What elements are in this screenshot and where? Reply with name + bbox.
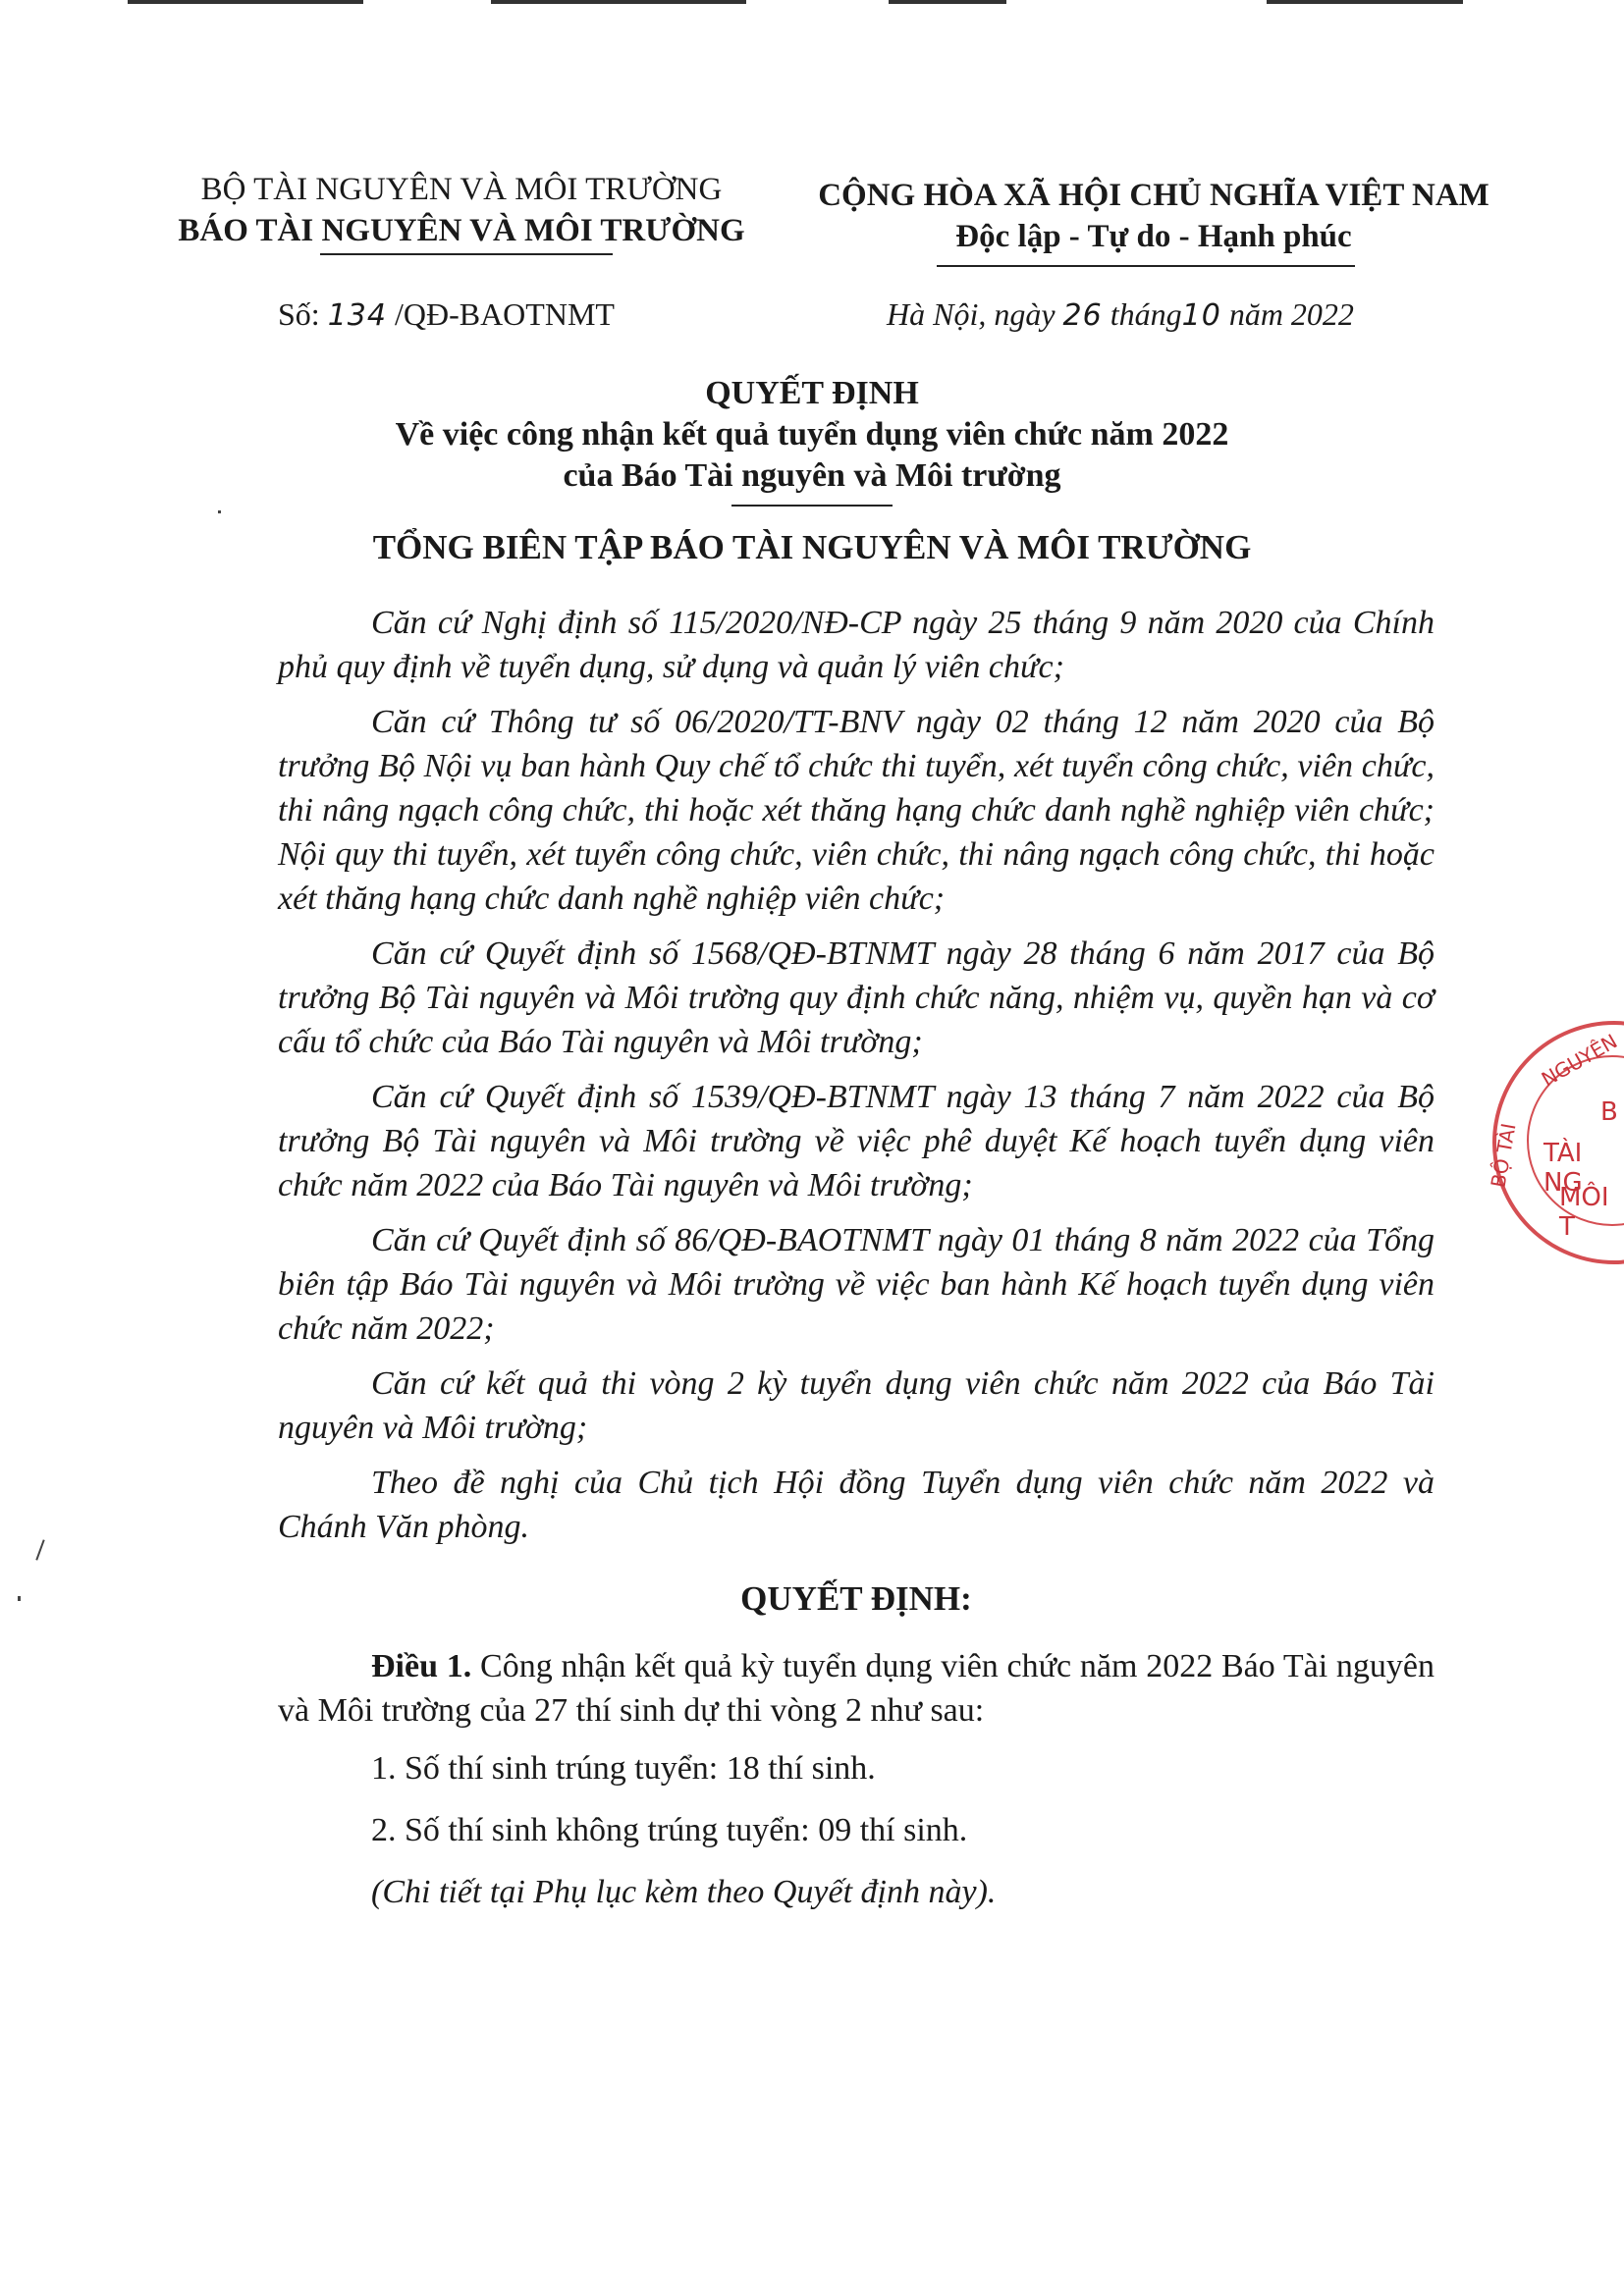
seal-text-inner-1: B: [1600, 1097, 1618, 1127]
agency-name: BÁO TÀI NGUYÊN VÀ MÔI TRƯỜNG: [178, 213, 745, 248]
issuer-underline: [320, 253, 613, 255]
legal-basis-2: Căn cứ Thông tư số 06/2020/TT-BNV ngày 02 tháng 12 năm 2020 của Bộ trưởng Bộ Nội vụ ban hành Quy chế tổ chức thi tuyển, xét tuyển công chức, viên chức, thi nâng ngạch công chức, thi hoặc xét thăng hạng chức danh nghề nghiệp viên chức; Nội quy thi tuyển, xét tuyển công chức, viên chức, thi nâng ngạch công chức, thi hoặc xét thăng hạng chức danh nghề nghiệp viên chức;: [278, 704, 1435, 917]
article-1-item-2: 2. Số thí sinh không trúng tuyển: 09 thí sinh.: [371, 1812, 968, 1848]
seal-text-inner-3: MÔI T: [1559, 1183, 1609, 1242]
number-suffix: /QĐ-BAOTNMT: [394, 296, 615, 332]
number-prefix: Số:: [278, 296, 320, 332]
motto-underline: [937, 265, 1355, 267]
title-subject-2: của Báo Tài nguyên và Môi trường: [563, 457, 1061, 494]
seal-text-inner-2: TÀI NG: [1543, 1139, 1583, 1198]
legal-basis-6: Căn cứ kết quả thi vòng 2 kỳ tuyển dụng viên chức năm 2022 của Báo Tài nguyên và Môi trường;: [278, 1365, 1435, 1446]
article-1-text: Công nhận kết quả kỳ tuyển dụng viên chức năm 2022 Báo Tài nguyên và Môi trường của 27 thí sinh dự thi vòng 2 như sau:: [278, 1648, 1435, 1729]
article-1-label: Điều 1.: [371, 1648, 472, 1684]
scan-edge-marks: [0, 0, 1624, 6]
article-1-note: (Chi tiết tại Phụ lục kèm theo Quyết định này).: [371, 1874, 997, 1910]
legal-basis-5: Căn cứ Quyết định số 86/QĐ-BAOTNMT ngày 01 tháng 8 năm 2022 của Tổng biên tập Báo Tài nguyên và Môi trường về việc ban hành Kế hoạch tuyển dụng viên chức năm 2022;: [278, 1222, 1435, 1347]
issue-date: [887, 296, 1354, 333]
scan-speck: [18, 1596, 21, 1601]
national-motto: Độc lập - Tự do - Hạnh phúc: [955, 219, 1352, 254]
article-1: [278, 1644, 1435, 1733]
date-year: năm 2022: [1228, 296, 1354, 332]
title-subject-1: Về việc công nhận kết quả tuyển dụng viên chức năm 2022: [395, 416, 1229, 453]
handwritten-number: 134: [327, 298, 387, 333]
scan-speck: [35, 1539, 44, 1560]
ministry-name: BỘ TÀI NGUYÊN VÀ MÔI TRƯỜNG: [200, 172, 723, 207]
legal-basis-1: Căn cứ Nghị định số 115/2020/NĐ-CP ngày 25 tháng 9 năm 2020 của Chính phủ quy định về tuyển dụng, sử dụng và quản lý viên chức;: [278, 605, 1435, 685]
document-title: [0, 373, 1624, 497]
decision-heading: QUYẾT ĐỊNH:: [740, 1579, 972, 1618]
legal-basis-4: Căn cứ Quyết định số 1539/QĐ-BTNMT ngày 13 tháng 7 năm 2022 của Bộ trưởng Bộ Tài nguyên và Môi trường về việc phê duyệt Kế hoạch tuyển dụng viên chức năm 2022 của Báo Tài nguyên và Môi trường;: [278, 1079, 1435, 1203]
article-1-item-1: 1. Số thí sinh trúng tuyển: 18 thí sinh.: [371, 1750, 876, 1787]
handwritten-month: 10: [1181, 298, 1221, 333]
title-underline: [731, 505, 893, 507]
date-place: Hà Nội, ngày: [887, 296, 1056, 332]
legal-basis-7: Theo đề nghị của Chủ tịch Hội đồng Tuyển dụng viên chức năm 2022 và Chánh Văn phòng.: [278, 1465, 1435, 1545]
handwritten-day: 26: [1062, 298, 1103, 333]
issuer-block: [157, 169, 766, 251]
national-block: [795, 175, 1512, 257]
seal-text-top: NGUYÊN: [1537, 1029, 1622, 1092]
document-body: [278, 601, 1435, 1914]
scan-speck: [218, 510, 221, 513]
document-number: [278, 296, 615, 333]
title-heading: QUYẾT ĐỊNH: [705, 375, 919, 411]
republic-name: CỘNG HÒA XÃ HỘI CHỦ NGHĨA VIỆT NAM: [818, 178, 1489, 213]
date-month-word: tháng: [1110, 296, 1182, 332]
legal-basis-3: Căn cứ Quyết định số 1568/QĐ-BTNMT ngày 28 tháng 6 năm 2017 của Bộ trưởng Bộ Tài nguyên và Môi trường quy định chức năng, nhiệm vụ, quyền hạn và cơ cấu tổ chức của Báo Tài nguyên và Môi trường;: [278, 935, 1435, 1060]
issuing-authority: TỔNG BIÊN TẬP BÁO TÀI NGUYÊN VÀ MÔI TRƯỜNG: [372, 528, 1252, 566]
seal-text-left: BỘ TÀI: [1486, 1121, 1521, 1190]
